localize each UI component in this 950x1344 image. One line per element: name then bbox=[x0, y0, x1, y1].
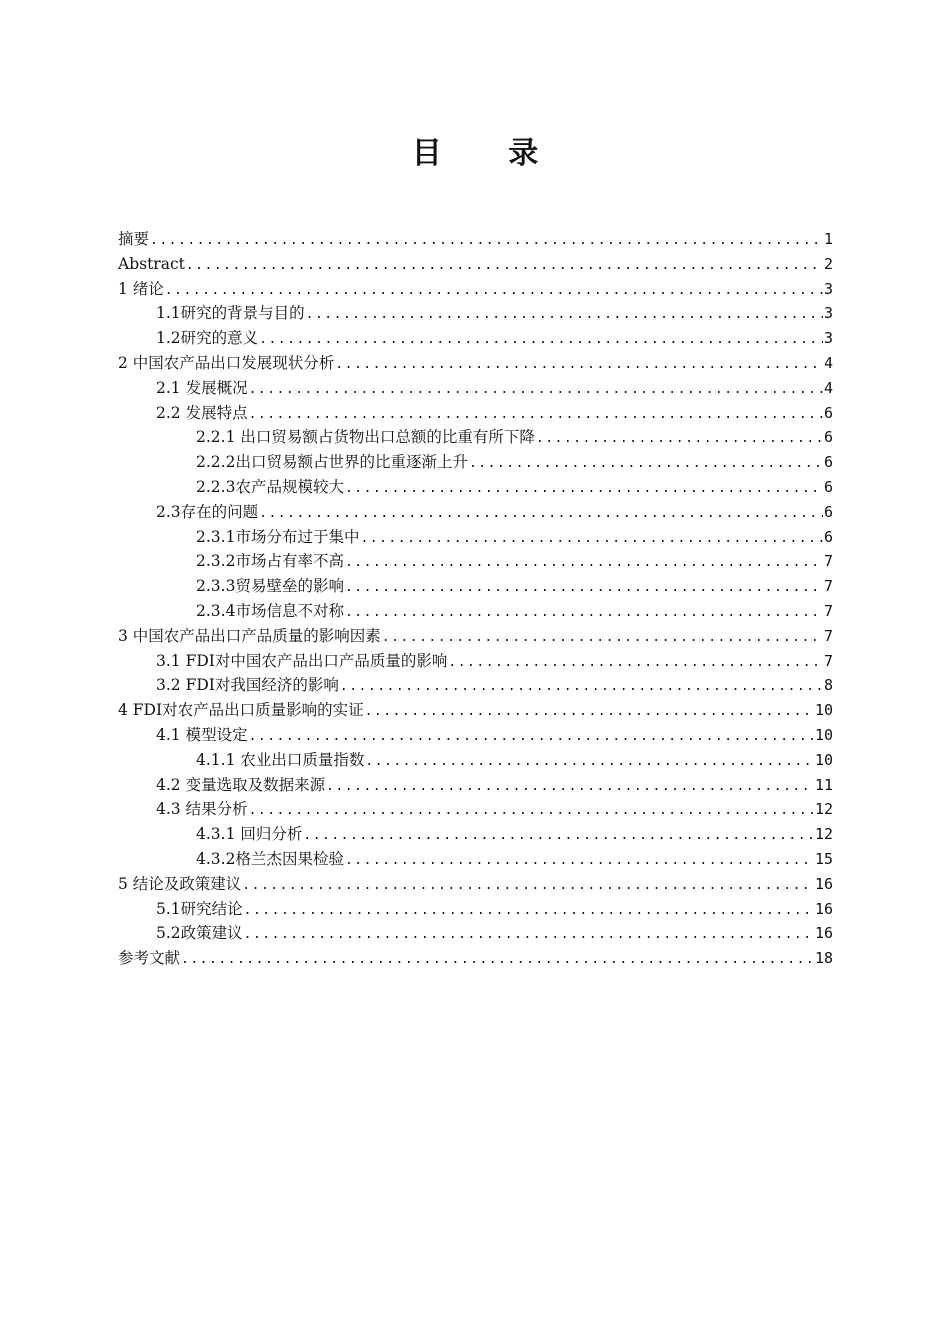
toc-entry[interactable] bbox=[118, 549, 833, 574]
toc-entry-page-number: 1 bbox=[823, 230, 833, 248]
dot-leader bbox=[536, 427, 823, 450]
toc-entry[interactable] bbox=[118, 401, 833, 426]
dot-leader bbox=[360, 527, 823, 550]
dot-leader bbox=[150, 229, 823, 252]
dot-leader bbox=[345, 551, 823, 574]
toc-entry-page-number: 6 bbox=[823, 502, 833, 521]
toc-entry[interactable] bbox=[118, 450, 833, 475]
toc-entry-page-number: 7 bbox=[823, 651, 833, 670]
toc-entry-label: 3.2 FDI对我国经济的影响 bbox=[156, 676, 339, 695]
toc-entry-label: 4.2 变量选取及数据来源 bbox=[156, 775, 326, 794]
toc-entry[interactable] bbox=[118, 227, 833, 252]
toc-entry-label: 2 中国农产品出口发展现状分析 bbox=[118, 353, 335, 372]
dot-leader bbox=[365, 750, 814, 773]
toc-entry[interactable] bbox=[118, 748, 833, 773]
toc-entry-page-number: 3 bbox=[823, 304, 833, 323]
toc-entry[interactable] bbox=[118, 946, 833, 971]
toc-entry-page-number: 7 bbox=[823, 601, 833, 620]
dot-leader bbox=[469, 452, 823, 475]
toc-entry[interactable] bbox=[118, 921, 833, 946]
toc-entry[interactable] bbox=[118, 624, 833, 649]
toc-entry-label: 4.1 模型设定 bbox=[156, 725, 248, 744]
toc-entry[interactable] bbox=[118, 351, 833, 376]
table-of-contents bbox=[118, 227, 833, 971]
toc-entry-page-number: 18 bbox=[814, 949, 833, 968]
toc-entry[interactable] bbox=[118, 773, 833, 798]
dot-leader bbox=[244, 923, 814, 946]
dot-leader bbox=[259, 328, 823, 351]
toc-entry-label: 摘要 bbox=[118, 230, 150, 248]
toc-entry-label: 2.3.1市场分布过于集中 bbox=[196, 527, 360, 546]
dot-leader bbox=[249, 725, 814, 748]
toc-entry-label: 2.3.3贸易壁垒的影响 bbox=[196, 577, 344, 596]
dot-leader bbox=[365, 700, 814, 723]
toc-entry-label: 5.2政策建议 bbox=[156, 924, 243, 943]
dot-leader bbox=[249, 403, 823, 426]
dot-leader bbox=[448, 651, 823, 674]
dot-leader bbox=[340, 675, 823, 698]
toc-entry[interactable] bbox=[118, 847, 833, 872]
dot-leader bbox=[345, 576, 823, 599]
toc-entry[interactable] bbox=[118, 872, 833, 897]
dot-leader bbox=[165, 279, 823, 302]
dot-leader bbox=[306, 303, 823, 326]
toc-entry[interactable] bbox=[118, 326, 833, 351]
toc-entry[interactable] bbox=[118, 673, 833, 698]
toc-entry[interactable] bbox=[118, 252, 833, 277]
toc-entry[interactable] bbox=[118, 574, 833, 599]
toc-entry-page-number: 16 bbox=[814, 874, 833, 893]
dot-leader bbox=[181, 948, 814, 971]
toc-entry-label: 2.2.1 出口贸易额占货物出口总额的比重有所下降 bbox=[196, 428, 535, 447]
toc-entry-label: 4.3 结果分析 bbox=[156, 800, 248, 819]
toc-entry-page-number: 6 bbox=[823, 527, 833, 546]
toc-entry[interactable] bbox=[118, 525, 833, 550]
toc-entry-page-number: 7 bbox=[823, 626, 833, 645]
dot-leader bbox=[345, 601, 823, 624]
toc-entry-page-number: 16 bbox=[814, 899, 833, 918]
dot-leader bbox=[303, 824, 814, 847]
dot-leader bbox=[244, 899, 814, 922]
toc-entry-page-number: 4 bbox=[823, 353, 833, 372]
toc-entry[interactable] bbox=[118, 698, 833, 723]
toc-entry[interactable] bbox=[118, 897, 833, 922]
dot-leader bbox=[345, 477, 823, 500]
toc-entry-label: 4 FDI对农产品出口质量影响的实证 bbox=[118, 701, 364, 720]
toc-entry[interactable] bbox=[118, 301, 833, 326]
toc-entry-page-number: 3 bbox=[823, 329, 833, 348]
toc-entry-label: 3.1 FDI对中国农产品出口产品质量的影响 bbox=[156, 651, 448, 670]
toc-entry-page-number: 15 bbox=[814, 849, 833, 868]
toc-entry[interactable] bbox=[118, 277, 833, 302]
toc-entry-label: 4.1.1 农业出口质量指数 bbox=[196, 750, 365, 769]
toc-entry-page-number: 4 bbox=[823, 378, 833, 397]
toc-entry[interactable] bbox=[118, 649, 833, 674]
dot-leader bbox=[345, 849, 814, 872]
dot-leader bbox=[249, 799, 814, 822]
toc-entry[interactable] bbox=[118, 723, 833, 748]
toc-entry[interactable] bbox=[118, 797, 833, 822]
toc-entry-label: 2.2 发展特点 bbox=[156, 403, 248, 422]
toc-entry-label: 2.3.4市场信息不对称 bbox=[196, 601, 344, 620]
toc-entry-page-number: 10 bbox=[814, 750, 833, 769]
toc-entry-page-number: 6 bbox=[823, 428, 833, 447]
dot-leader bbox=[326, 775, 814, 798]
toc-entry-page-number: 6 bbox=[823, 403, 833, 422]
toc-entry-page-number: 6 bbox=[823, 477, 833, 496]
toc-entry[interactable] bbox=[118, 500, 833, 525]
toc-entry[interactable] bbox=[118, 376, 833, 401]
dot-leader bbox=[186, 254, 823, 277]
dot-leader bbox=[249, 378, 823, 401]
dot-leader bbox=[382, 626, 823, 649]
toc-entry-label: 3 中国农产品出口产品质量的影响因素 bbox=[118, 626, 381, 645]
toc-entry-label: 2.1 发展概况 bbox=[156, 378, 248, 397]
toc-entry-label: 1.1研究的背景与目的 bbox=[156, 304, 305, 323]
toc-entry-page-number: 2 bbox=[823, 254, 833, 273]
toc-entry-label: 5.1研究结论 bbox=[156, 899, 243, 918]
toc-entry-page-number: 6 bbox=[823, 453, 833, 472]
toc-entry-page-number: 7 bbox=[823, 552, 833, 571]
toc-entry-label: 4.3.2格兰杰因果检验 bbox=[196, 849, 344, 868]
toc-entry[interactable] bbox=[118, 425, 833, 450]
dot-leader bbox=[259, 502, 823, 525]
toc-entry-label: Abstract bbox=[118, 254, 185, 273]
toc-entry-page-number: 16 bbox=[814, 924, 833, 943]
page-title: 目 录 bbox=[411, 136, 567, 171]
toc-entry-page-number: 12 bbox=[814, 825, 833, 844]
dot-leader bbox=[242, 874, 814, 897]
toc-entry-label: 4.3.1 回归分析 bbox=[196, 825, 303, 844]
toc-entry-label: 1.2研究的意义 bbox=[156, 329, 259, 348]
toc-entry-page-number: 10 bbox=[814, 725, 833, 744]
toc-entry-label: 2.2.2出口贸易额占世界的比重逐渐上升 bbox=[196, 453, 468, 472]
toc-entry-label: 5 结论及政策建议 bbox=[118, 874, 242, 893]
toc-entry-label: 2.3.2市场占有率不高 bbox=[196, 552, 344, 571]
toc-entry-page-number: 10 bbox=[814, 701, 833, 720]
toc-entry-page-number: 12 bbox=[814, 800, 833, 819]
toc-entry-label: 2.3存在的问题 bbox=[156, 502, 259, 521]
toc-entry[interactable] bbox=[118, 475, 833, 500]
toc-entry-page-number: 7 bbox=[823, 577, 833, 596]
toc-entry[interactable] bbox=[118, 822, 833, 847]
toc-entry[interactable] bbox=[118, 599, 833, 624]
toc-entry-page-number: 8 bbox=[823, 676, 833, 695]
toc-entry-label: 参考文献 bbox=[118, 949, 181, 968]
dot-leader bbox=[335, 353, 823, 376]
toc-entry-label: 2.2.3农产品规模较大 bbox=[196, 477, 344, 496]
toc-entry-page-number: 11 bbox=[814, 775, 833, 794]
toc-entry-page-number: 3 bbox=[823, 279, 833, 298]
toc-entry-label: 1 绪论 bbox=[118, 279, 164, 298]
